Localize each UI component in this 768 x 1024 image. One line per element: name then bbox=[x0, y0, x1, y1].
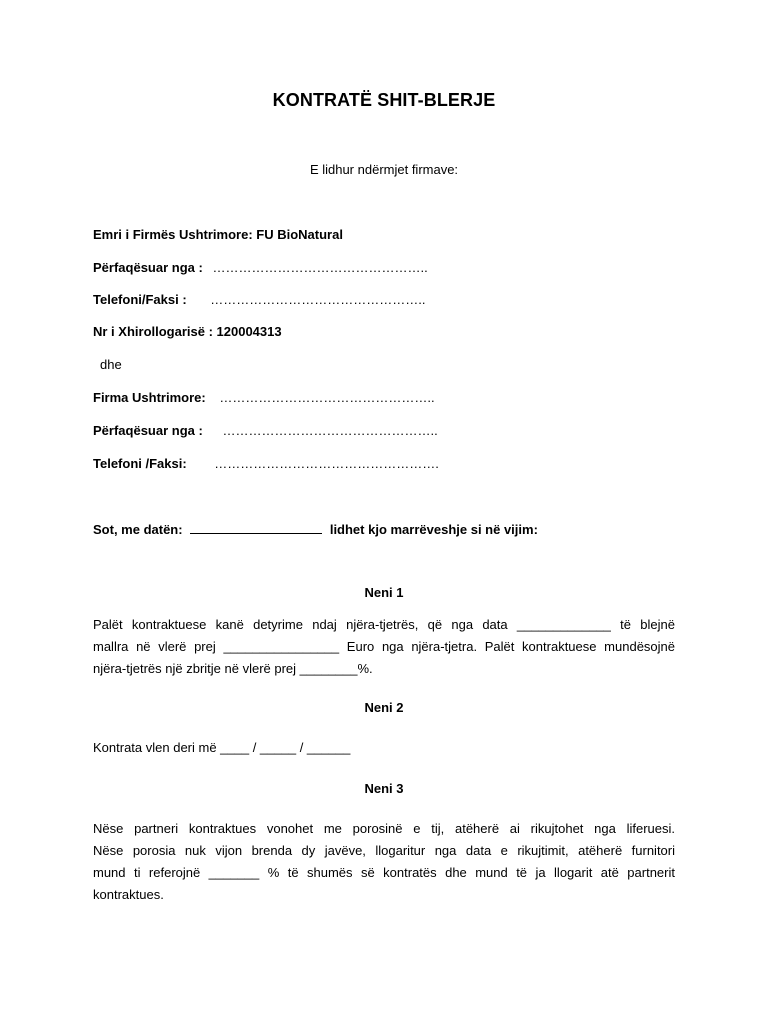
article-3-line: Nëse porosia nuk vijon brenda dy javëve, llogaritur nga data e rikujtimit, atëherë furnitori bbox=[93, 843, 675, 858]
party2-rep-value: ………………………………………….. bbox=[222, 423, 438, 438]
party1-firm-name: Emri i Firmës Ushtrimore: FU BioNatural bbox=[93, 227, 343, 242]
party2-firm-label: Firma Ushtrimore: bbox=[93, 390, 206, 405]
party1-representative-line bbox=[93, 260, 428, 275]
party1-phone-line bbox=[93, 292, 426, 307]
date-blank bbox=[190, 521, 322, 534]
party2-phone-line bbox=[93, 456, 439, 471]
article-3-line: mund ti referojnë _______ % të shumës së kontratës dhe mund të ja llogarit atë partnerit bbox=[93, 865, 675, 880]
article-3-body bbox=[93, 818, 675, 906]
date-line bbox=[93, 521, 538, 537]
party2-firm-value: ………………………………………….. bbox=[219, 390, 435, 405]
document-title: KONTRATË SHIT-BLERJE bbox=[272, 90, 496, 110]
article-1-line: mallra në vlerë prej ________________ Euro nga njëra-tjetra. Palët kontraktuese mundësojnë bbox=[93, 639, 675, 654]
date-prefix: Sot, me datën: bbox=[93, 522, 183, 537]
article-1-line: njëra-tjetrës një zbritje në vlerë prej ________%. bbox=[93, 661, 373, 676]
party2-phone-value: ……………………………………………. bbox=[214, 456, 439, 471]
article-1-heading: Neni 1 bbox=[364, 585, 404, 600]
party1-rep-value: ………………………………………….. bbox=[212, 260, 428, 275]
article-1-line: Palët kontraktuese kanë detyrime ndaj njëra-tjetrës, që nga data _____________ të blejnë bbox=[93, 617, 675, 632]
party2-rep-label: Përfaqësuar nga : bbox=[93, 423, 203, 438]
party2-phone-label: Telefoni /Faksi: bbox=[93, 456, 187, 471]
date-suffix: lidhet kjo marrëveshje si në vijim: bbox=[329, 522, 538, 537]
article-1-body bbox=[93, 614, 675, 680]
party1-account: Nr i Xhirollogarisë : 120004313 bbox=[93, 324, 282, 339]
connector-text: dhe bbox=[100, 357, 122, 372]
party1-phone-label: Telefoni/Faksi : bbox=[93, 292, 187, 307]
article-2-heading: Neni 2 bbox=[364, 700, 404, 715]
article-2-line: Kontrata vlen deri më ____ / _____ / ______ bbox=[93, 740, 351, 755]
party1-rep-label: Përfaqësuar nga : bbox=[93, 260, 203, 275]
article-3-line: Nëse partneri kontraktues vonohet me porosinë e tij, atëherë ai rikujtohet nga liferuesi. bbox=[93, 821, 675, 836]
article-3-heading: Neni 3 bbox=[364, 781, 404, 796]
article-2-body bbox=[93, 737, 675, 759]
party2-firm-line bbox=[93, 390, 435, 405]
party2-representative-line bbox=[93, 423, 438, 438]
article-3-line: kontraktues. bbox=[93, 887, 164, 902]
party1-phone-value: ………………………………………….. bbox=[210, 292, 426, 307]
document-subtitle: E lidhur ndërmjet firmave: bbox=[309, 162, 459, 177]
